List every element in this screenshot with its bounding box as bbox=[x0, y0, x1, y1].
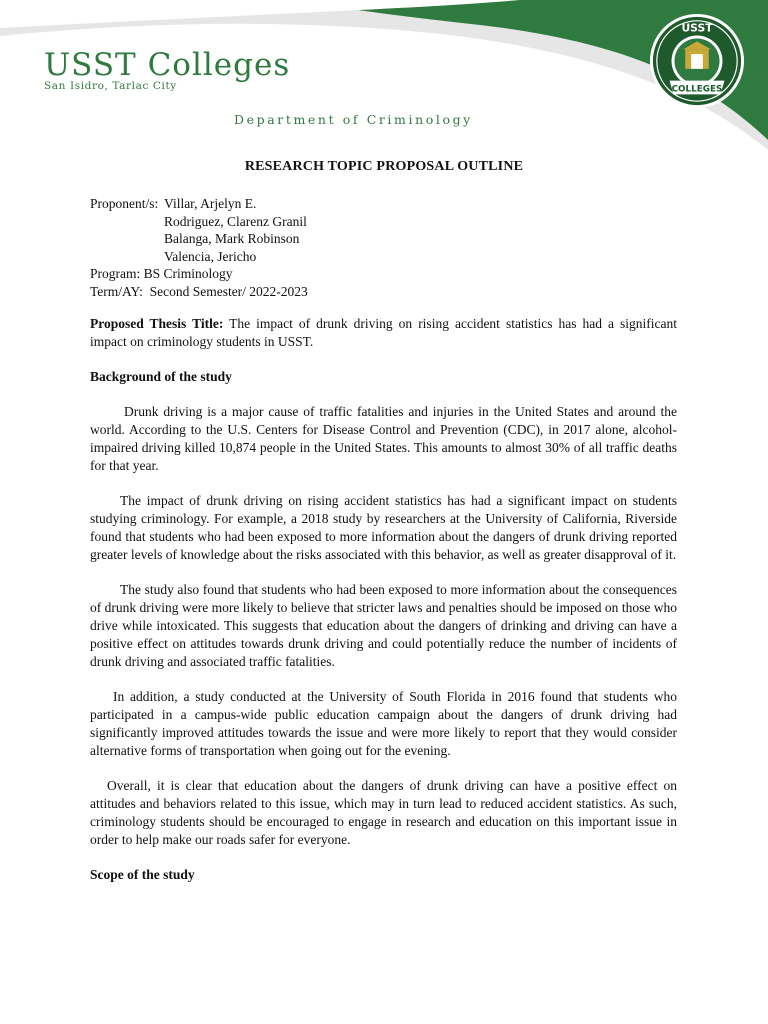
body-paragraph: Drunk driving is a major cause of traffic fatalities and injuries in the United States and around the world. According to the U.S. Centers for Disease Control and Prevention (CDC), in 2017 alone, alcohol-impaired driving killed 10,874 people in the United States. This amounts to almost 30% of all traffic deaths for that year. bbox=[90, 404, 677, 473]
proponent-name: Villar, Arjelyn E. bbox=[164, 196, 257, 211]
body-paragraph: The study also found that students who had been exposed to more information about the consequences of drunk driving were more likely to believe that stricter laws and penalties should be imposed on those who drive while intoxicated. This suggests that education about the dangers of drinking and driving can have a positive effect on attitudes towards drunk driving and could potentially reduce the number of incidents of drunk driving and associated traffic fatalities. bbox=[90, 582, 677, 669]
program-value: BS Criminology bbox=[143, 266, 233, 281]
proposal-meta bbox=[90, 195, 308, 300]
svg-text:COLLEGES: COLLEGES bbox=[671, 84, 723, 95]
term-label: Term/AY: bbox=[90, 283, 143, 299]
proponents-row bbox=[90, 195, 308, 213]
program-label: Program: bbox=[90, 266, 141, 281]
college-location: San Isidro, Tarlac City bbox=[44, 80, 177, 92]
thesis-title-text: The impact of drunk driving on rising accident statistics has had a significant impact on criminology students in USST. bbox=[90, 316, 677, 349]
body-paragraph: The impact of drunk driving on rising accident statistics has had a significant impact on students studying criminology. For example, a 2018 study by researchers at the University of California, Riverside found that students who had been exposed to more information about the dangers of drunk driving reported greater levels of knowledge about the risks associated with this behavior, as well as greater disapproval of it. bbox=[90, 493, 677, 562]
proponent-name: Rodriguez, Clarenz Granil bbox=[164, 213, 307, 229]
scope-heading: Scope of the study bbox=[90, 867, 195, 882]
document-body bbox=[90, 315, 677, 901]
college-seal-logo bbox=[648, 12, 746, 110]
document-title: RESEARCH TOPIC PROPOSAL OUTLINE bbox=[244, 159, 524, 174]
proponent-name: Balanga, Mark Robinson bbox=[164, 231, 300, 246]
body-paragraph: Overall, it is clear that education about the dangers of drunk driving can have a positive effect on attitudes and behaviors related to this issue, which may in turn lead to reduced accident statistics. As such, criminology students should be encouraged to engage in research and education on this important issue in order to help make our roads safer for everyone. bbox=[90, 778, 677, 847]
body-paragraph: In addition, a study conducted at the University of South Florida in 2016 found that students who participated in a campus-wide public education campaign about the dangers of drunk driving had significantly improved attitudes towards the issue and were more likely to report that they would consider alternative forms of transportation when going out for the evening. bbox=[90, 689, 677, 758]
background-heading: Background of the study bbox=[90, 369, 232, 384]
department-name: Department of Criminology bbox=[234, 112, 473, 127]
thesis-title-paragraph bbox=[90, 315, 677, 351]
thesis-title-label: Proposed Thesis Title: bbox=[90, 316, 224, 331]
proponents-label: Proponent/s: bbox=[90, 196, 159, 211]
college-name: USST Colleges bbox=[44, 47, 291, 83]
term-value: Second Semester/ 2022-2023 bbox=[149, 283, 308, 299]
proponent-name-row bbox=[90, 213, 308, 231]
svg-text:USST: USST bbox=[681, 21, 713, 35]
proponent-name-row bbox=[90, 248, 308, 266]
term-row bbox=[90, 283, 308, 301]
proponent-name: Valencia, Jericho bbox=[164, 248, 257, 264]
program-row bbox=[90, 265, 308, 283]
proponent-name-row bbox=[90, 230, 308, 248]
